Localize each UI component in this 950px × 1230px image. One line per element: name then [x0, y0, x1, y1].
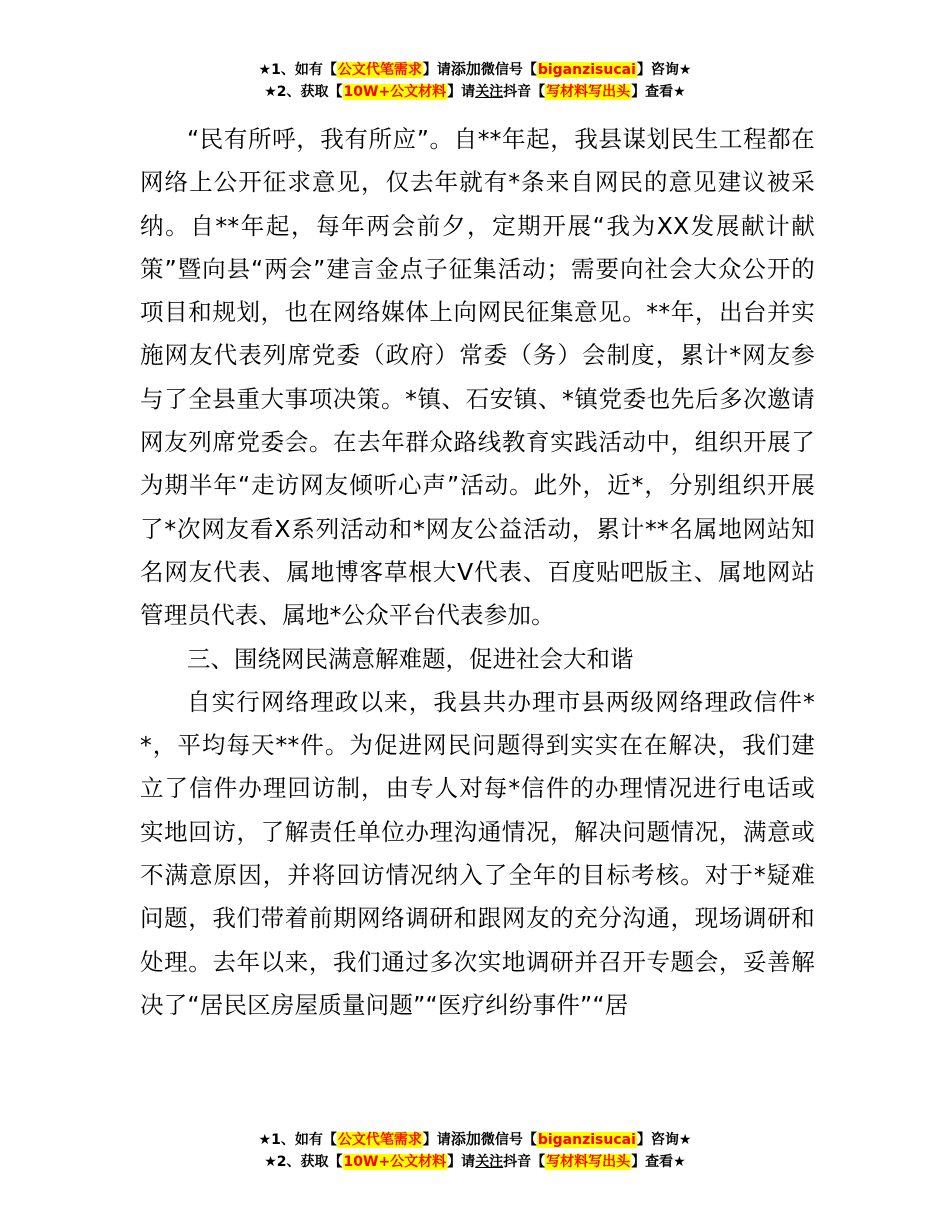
promo-text: 】请 [447, 1154, 476, 1170]
footer-promo-line-2 [0, 1151, 950, 1173]
footer-promo-line-1 [0, 1128, 950, 1151]
promo-text: 】咨询★ [636, 62, 692, 78]
promo-text: 微信号【 [480, 1132, 537, 1148]
promo-text: 】请 [447, 84, 476, 100]
section-heading: 三、围绕网民满意解难题，促进社会大和谐 [187, 644, 634, 673]
promo-text: 抖音【 [503, 84, 546, 100]
promo-emphasis-follow: 关注 [475, 84, 504, 100]
header-promo-line-1 [0, 58, 950, 81]
promo-highlight-douyin-account: 写材料写出头 [546, 84, 631, 100]
promo-text: ★1、如有【 [258, 62, 337, 78]
promo-text: ★1、如有【 [258, 1132, 337, 1148]
promo-text: 】请 [422, 1132, 451, 1148]
promo-text: 】咨询★ [636, 1132, 692, 1148]
promo-emphasis-add: 添加 [450, 60, 481, 78]
footer-promo-banner [0, 1128, 950, 1173]
promo-highlight-wechat-id: biganzisucai [537, 62, 636, 78]
document-body [140, 118, 815, 1027]
promo-text: 】查看★ [631, 84, 686, 100]
promo-highlight-service: 公文代笔需求 [337, 62, 422, 78]
promo-emphasis-follow: 关注 [475, 1154, 504, 1170]
promo-highlight-materials: 10W+公文材料 [343, 84, 447, 100]
promo-highlight-douyin-account: 写材料写出头 [546, 1154, 631, 1170]
promo-text: 微信号【 [480, 62, 537, 78]
body-paragraph: “民有所呼，我有所应”。自**年起，我县谋划民生工程都在网络上公开征求意见，仅去年就有*条来自网民的意见建议被采纳。自**年起，每年两会前夕，定期开展“我为XX发展献计献策”暨向县“两会”建言金点子征集活动；需要向社会大众公开的项目和规划，也在网络媒体上向网民征集意见。**年，出台并实施网友代表列席党委（政府）常委（务）会制度，累计*网友参与了全县重大事项决策。*镇、石安镇、*镇党委也先后多次邀请网友列席党委会。在去年群众路线教育实践活动中，组织开展了为期半年“走访网友倾听心声”活动。此外，近*，分别组织开展了*次网友看X系列活动和*网友公益活动，累计**名属地网站知名网友代表、属地博客草根大V代表、百度贴吧版主、属地网站管理员代表、属地*公众平台代表参加。 [140, 125, 815, 630]
promo-highlight-service: 公文代笔需求 [337, 1132, 422, 1148]
promo-text: 】请 [422, 62, 451, 78]
promo-highlight-materials: 10W+公文材料 [343, 1154, 447, 1170]
promo-text: 】查看★ [631, 1154, 686, 1170]
promo-text: ★2、获取【 [264, 1154, 343, 1170]
promo-text: ★2、获取【 [264, 84, 343, 100]
header-promo-line-2 [0, 81, 950, 103]
body-paragraph: 自实行网络理政以来，我县共办理市县两级网络理政信件**，平均每天**件。为促进网民问题得到实实在在解决，我们建立了信件办理回访制，由专人对每*信件的办理情况进行电话或实地回访，了解责任单位办理沟通情况，解决问题情况，满意或不满意原因，并将回访情况纳入了全年的目标考核。对于*疑难问题，我们带着前期网络调研和跟网友的充分沟通，现场调研和处理。去年以来，我们通过多次实地调研并召开专题会，妥善解决了“居民区房屋质量问题”“医疗纠纷事件”“居 [140, 687, 815, 1019]
promo-highlight-wechat-id: biganzisucai [537, 1132, 636, 1148]
promo-emphasis-add: 添加 [450, 1130, 481, 1148]
promo-text: 抖音【 [503, 1154, 546, 1170]
header-promo-banner [0, 58, 950, 103]
